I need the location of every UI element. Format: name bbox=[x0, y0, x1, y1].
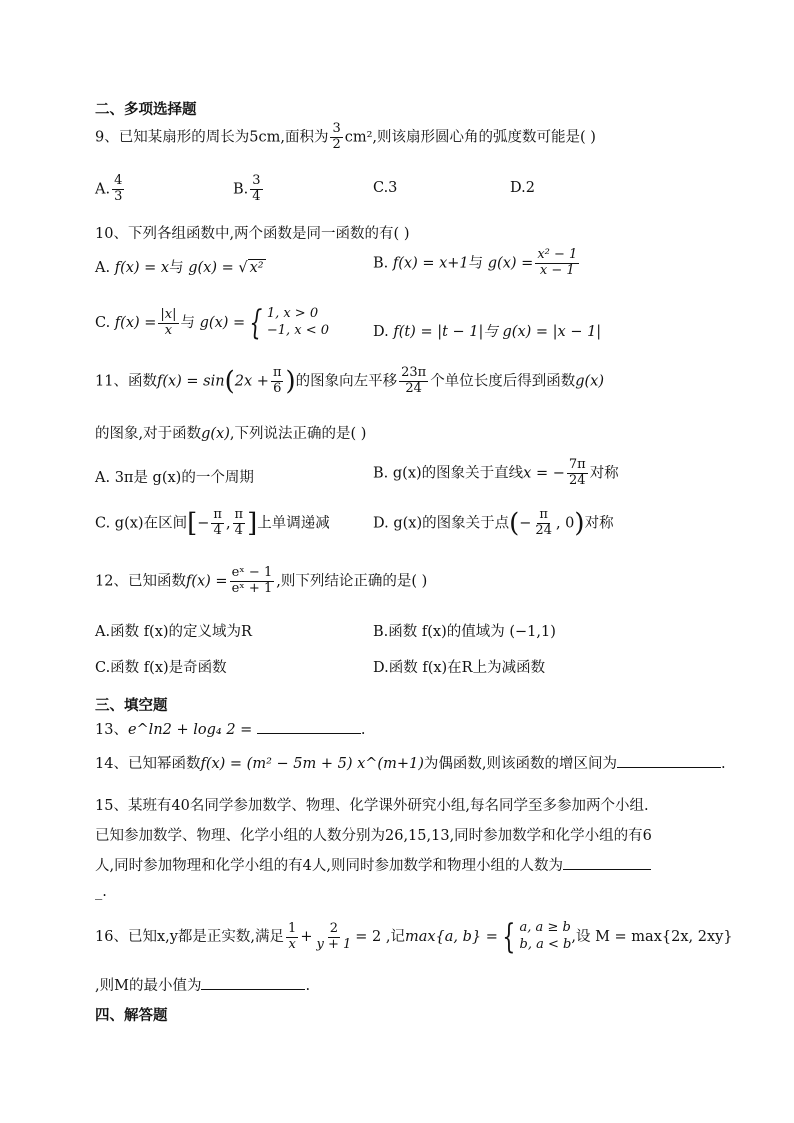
q10-c-piecewise: { 1, x > 0 −1, x < 0 bbox=[249, 303, 330, 343]
q9-text-mid: ,面积为 bbox=[280, 129, 329, 146]
q9-area-unit: cm² bbox=[344, 129, 373, 146]
q11-option-c[interactable]: C. g(x)在区间[− $\frac{\pi}{4}$ , $\frac{\pi}{4}$ ]上单调递减 bbox=[95, 507, 330, 539]
q16-answer-blank[interactable] bbox=[201, 975, 305, 990]
question-10-stem: 10、下列各组函数中,两个函数是同一函数的有( ) bbox=[95, 226, 410, 242]
question-14: 14、已知幂函数f(x) = (m² − 5m + 5) x^(m+1)为偶函数,则该函数的增区间为 . bbox=[95, 752, 726, 773]
question-11-stem-line2: 的图象,对于函数g(x),下列说法正确的是( ) bbox=[95, 426, 367, 442]
q9-area-fraction: $\frac{3}{2}$ bbox=[332, 121, 341, 152]
q12-option-c[interactable]: C.函数 f(x)是奇函数 bbox=[95, 660, 227, 676]
question-15-line2: 已知参加数学、物理、化学小组的人数分别为26,15,13,同时参加数学和化学小组的有6 bbox=[95, 828, 652, 844]
q11-option-d[interactable]: D. g(x)的图象关于点(− $\frac{\pi}{24}$ , 0)对称 bbox=[373, 507, 614, 539]
section-heading-solution: 四、解答题 bbox=[95, 1008, 168, 1024]
question-16: 16、已知x,y都是正实数,满足 $\frac{1}{x}$ + $\frac{2}{y + 1}$ = 2 ,记max{a, b} = { a, a ≥ b b, a < b ,设 M = max{2x, 2xy} bbox=[95, 917, 733, 957]
q10-option-d[interactable]: D. f(t) = |t − 1|与 g(x) = |x − 1| bbox=[373, 324, 602, 340]
q9-option-d[interactable]: D.2 bbox=[510, 180, 535, 196]
q16-max-piecewise: { a, a ≥ b b, a < b bbox=[502, 917, 572, 957]
section-heading-multiple-choice: 二、多项选择题 bbox=[95, 102, 197, 118]
question-12-stem: 12、已知函数f(x) = $\frac{\text{eˣ − 1}}{\text{eˣ + 1}}$ ,则下列结论正确的是( ) bbox=[95, 565, 428, 596]
q10-option-b[interactable]: B. f(x) = x+1与 g(x) = $\frac{\text{x² − 1}}{x - 1}$ bbox=[373, 247, 578, 278]
q10-option-a[interactable]: A. f(x) = x与 g(x) = √ x² bbox=[95, 260, 264, 276]
q9-option-a[interactable]: A. $\frac{4}{3}$ bbox=[95, 173, 123, 204]
q15-answer-blank[interactable] bbox=[563, 855, 651, 870]
section-heading-fill-blank: 三、填空题 bbox=[95, 698, 168, 714]
q10-option-c[interactable]: C. f(x) = $\frac{|x|}{x}$ 与 g(x) = { 1, x > 0 −1, x < 0 bbox=[95, 303, 330, 343]
question-16-line2: ,则M的最小值为 . bbox=[95, 974, 310, 995]
q12-option-a[interactable]: A.函数 f(x)的定义域为R bbox=[95, 624, 252, 640]
q9-option-c[interactable]: C.3 bbox=[373, 180, 398, 196]
q12-option-b[interactable]: B.函数 f(x)的值域为 (−1,1) bbox=[373, 624, 556, 640]
q9-option-b[interactable]: B. $\frac{3}{4}$ bbox=[233, 173, 261, 204]
question-13: 13、e^ln2 + log₄ 2 = . bbox=[95, 718, 366, 739]
q9-text-pre: 9、已知某扇形的周长为 bbox=[95, 129, 250, 146]
q14-answer-blank[interactable] bbox=[617, 753, 721, 768]
question-15-line1: 15、某班有40名同学参加数学、物理、化学课外研究小组,每名同学至多参加两个小组. bbox=[95, 798, 649, 814]
q9-perimeter: 5cm bbox=[249, 129, 281, 146]
q11-option-b[interactable]: B. g(x)的图象关于直线x = − $\frac{7\pi}{24}$ 对称 bbox=[373, 457, 619, 488]
q12-option-d[interactable]: D.函数 f(x)在R上为减函数 bbox=[373, 660, 546, 676]
question-9-stem bbox=[95, 122, 596, 153]
question-11-stem: 11、函数f(x) = sin(2x + $\frac{\pi}{6}$ )的图象向左平移 $\frac{23\pi}{24}$ 个单位长度后得到函数g(x) bbox=[95, 365, 605, 397]
question-15-line3: 人,同时参加物理和化学小组的有4人,则同时参加数学和物理小组的人数为 bbox=[95, 854, 651, 875]
q11-option-a[interactable]: A. 3π是 g(x)的一个周期 bbox=[95, 470, 254, 486]
question-15-line4: _. bbox=[95, 884, 107, 900]
q9-text-post: ,则该扇形圆心角的弧度数可能是( ) bbox=[372, 129, 596, 146]
q13-answer-blank[interactable] bbox=[257, 719, 361, 734]
